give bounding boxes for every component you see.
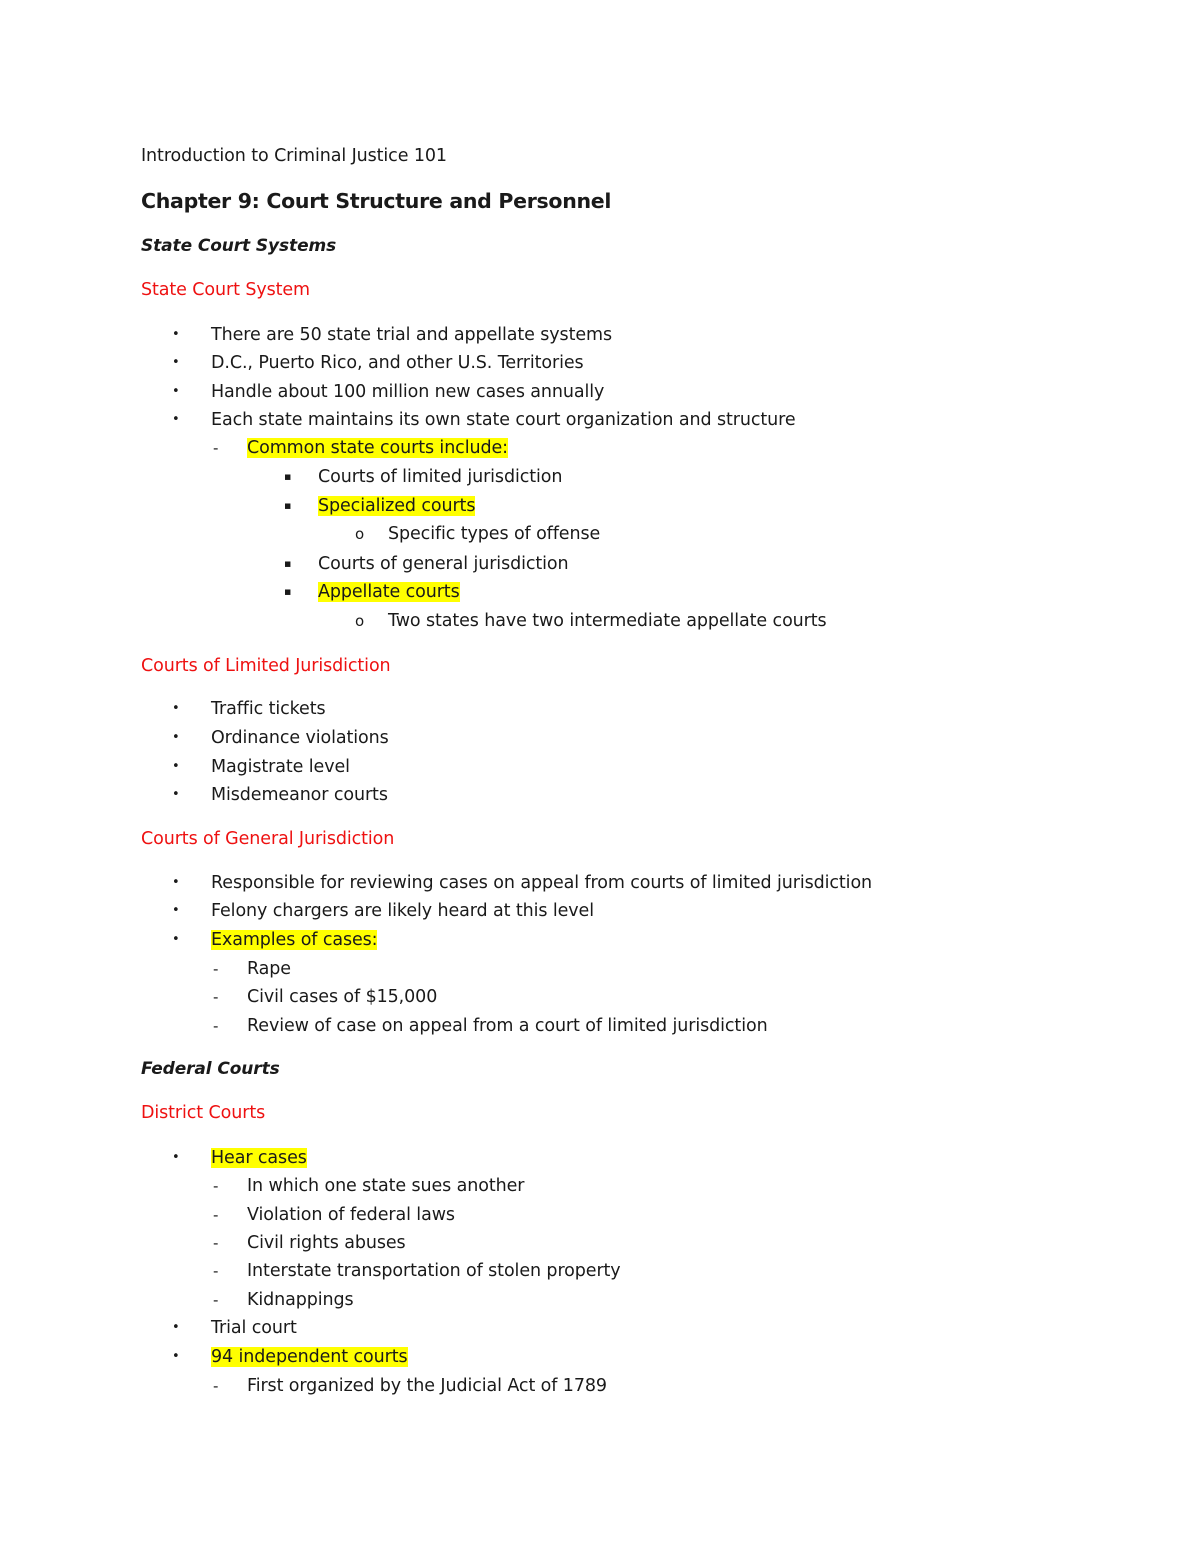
list-item: Handle about 100 million new cases annually — [211, 382, 605, 402]
list-item: There are 50 state trial and appellate systems — [211, 325, 612, 345]
dash-marker: - — [213, 1291, 219, 1309]
list-item: Kidnappings — [247, 1290, 354, 1310]
bullet-marker: • — [172, 730, 180, 745]
circle-marker: o — [355, 612, 365, 630]
heading-limited-jurisdiction: Courts of Limited Jurisdiction — [141, 656, 391, 676]
list-item: Misdemeanor courts — [211, 785, 388, 805]
bullet-marker: • — [172, 1150, 180, 1165]
list-item: Two states have two intermediate appellate courts — [388, 611, 827, 631]
dash-marker: - — [213, 1017, 219, 1035]
list-item: Specific types of offense — [388, 524, 601, 544]
list-item: Traffic tickets — [211, 699, 326, 719]
bullet-marker: • — [172, 875, 180, 890]
bullet-marker: • — [172, 384, 180, 399]
course-title: Introduction to Criminal Justice 101 — [141, 146, 447, 166]
bullet-marker: • — [172, 932, 180, 947]
list-item: Violation of federal laws — [247, 1205, 455, 1225]
square-marker: ▪ — [284, 557, 292, 570]
square-marker: ▪ — [284, 470, 292, 483]
list-item: In which one state sues another — [247, 1176, 525, 1196]
bullet-marker: • — [172, 355, 180, 370]
list-item: Courts of limited jurisdiction — [318, 467, 563, 487]
list-item: Each state maintains its own state court organization and structure — [211, 410, 796, 430]
dash-marker: - — [213, 960, 219, 978]
bullet-marker: • — [172, 701, 180, 716]
dash-marker: - — [213, 439, 219, 457]
list-item-highlighted: Common state courts include: — [247, 438, 508, 458]
square-marker: ▪ — [284, 585, 292, 598]
section-title-federal: Federal Courts — [141, 1059, 280, 1079]
list-item: Review of case on appeal from a court of limited jurisdiction — [247, 1016, 768, 1036]
dash-marker: - — [213, 1206, 219, 1224]
list-item: First organized by the Judicial Act of 1789 — [247, 1376, 607, 1396]
list-item-highlighted: Appellate courts — [318, 582, 460, 602]
bullet-marker: • — [172, 787, 180, 802]
dash-marker: - — [213, 1234, 219, 1252]
section-title-state: State Court Systems — [141, 236, 337, 256]
list-item-highlighted: Examples of cases: — [211, 930, 378, 950]
dash-marker: - — [213, 1377, 219, 1395]
heading-general-jurisdiction: Courts of General Jurisdiction — [141, 829, 395, 849]
list-item-highlighted: Specialized courts — [318, 496, 476, 516]
bullet-marker: • — [172, 759, 180, 774]
list-item: Civil rights abuses — [247, 1233, 406, 1253]
heading-state-court-system: State Court System — [141, 280, 310, 300]
list-item: Interstate transportation of stolen property — [247, 1261, 621, 1281]
bullet-marker: • — [172, 1320, 180, 1335]
list-item: Ordinance violations — [211, 728, 389, 748]
list-item: Responsible for reviewing cases on appeal from courts of limited jurisdiction — [211, 873, 873, 893]
bullet-marker: • — [172, 327, 180, 342]
square-marker: ▪ — [284, 499, 292, 512]
chapter-title: Chapter 9: Court Structure and Personnel — [141, 189, 612, 213]
list-item-highlighted: 94 independent courts — [211, 1347, 408, 1367]
list-item-highlighted: Hear cases — [211, 1148, 307, 1168]
dash-marker: - — [213, 1177, 219, 1195]
list-item: Rape — [247, 959, 291, 979]
dash-marker: - — [213, 988, 219, 1006]
list-item: Courts of general jurisdiction — [318, 554, 569, 574]
list-item: Felony chargers are likely heard at this level — [211, 901, 594, 921]
bullet-marker: • — [172, 1349, 180, 1364]
heading-district-courts: District Courts — [141, 1103, 266, 1123]
dash-marker: - — [213, 1262, 219, 1280]
list-item: Trial court — [211, 1318, 297, 1338]
bullet-marker: • — [172, 412, 180, 427]
list-item: D.C., Puerto Rico, and other U.S. Territories — [211, 353, 584, 373]
list-item: Magistrate level — [211, 757, 350, 777]
bullet-marker: • — [172, 903, 180, 918]
circle-marker: o — [355, 525, 365, 543]
list-item: Civil cases of $15,000 — [247, 987, 438, 1007]
